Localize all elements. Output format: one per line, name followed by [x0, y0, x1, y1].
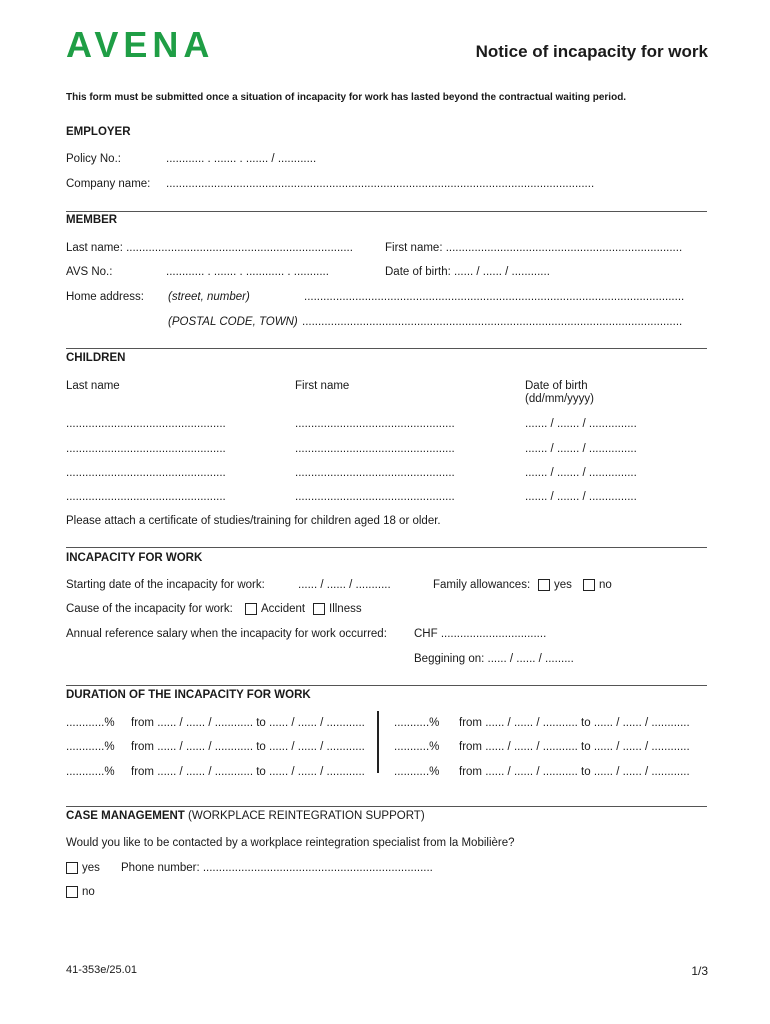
- section-divider: [66, 211, 707, 212]
- case-heading-bold: CASE MANAGEMENT: [66, 810, 185, 822]
- duration-percent-field[interactable]: ...........%: [394, 741, 440, 753]
- company-name-field[interactable]: ......................................................................................................................................: [166, 178, 595, 190]
- child-last-name-field[interactable]: ..................................................: [66, 443, 226, 455]
- child-dob-field[interactable]: ....... / ....... / ...............: [525, 491, 637, 503]
- salary-beginning-field[interactable]: Beggining on: ...... / ...... / .........: [414, 653, 574, 665]
- duration-range-field[interactable]: from ...... / ...... / ........... to ...... / ...... / ............: [459, 766, 690, 778]
- duration-range-field[interactable]: from ...... / ...... / ............ to ...... / ...... / ............: [131, 741, 365, 753]
- avs-label: AVS No.:: [66, 266, 113, 278]
- child-dob-field[interactable]: ....... / ....... / ...............: [525, 467, 637, 479]
- section-divider: [66, 348, 707, 349]
- cause-label: Cause of the incapacity for work:: [66, 603, 233, 615]
- policy-field[interactable]: ............ . ....... . ....... / ............: [166, 153, 317, 165]
- avena-logo: AVENA: [66, 24, 215, 65]
- page-number: 1/3: [691, 964, 708, 978]
- child-dob-field[interactable]: ....... / ....... / ...............: [525, 443, 637, 455]
- children-col-first-name: First name: [295, 380, 350, 392]
- case-no-label: no: [82, 886, 95, 898]
- salary-label: Annual reference salary when the incapacity for work occurred:: [66, 628, 387, 640]
- member-last-name-field[interactable]: Last name: .......................................................................: [66, 242, 353, 254]
- duration-column-divider: [377, 711, 379, 773]
- case-question: Would you like to be contacted by a workplace reintegration specialist from la Mobilière?: [66, 837, 515, 849]
- postal-town-field[interactable]: .......................................................................................................................: [302, 316, 683, 328]
- case-no-checkbox[interactable]: [66, 886, 78, 898]
- street-hint: (street, number): [168, 291, 250, 303]
- child-first-name-field[interactable]: ..................................................: [295, 467, 455, 479]
- child-first-name-field[interactable]: ..................................................: [295, 418, 455, 430]
- page-title: Notice of incapacity for work: [475, 42, 708, 61]
- family-allowances-no-label: no: [599, 579, 612, 591]
- case-heading-rest: (WORKPLACE REINTEGRATION SUPPORT): [184, 810, 425, 822]
- section-divider: [66, 547, 707, 548]
- family-allowances-yes-checkbox[interactable]: [538, 579, 550, 591]
- child-last-name-field[interactable]: ..................................................: [66, 418, 226, 430]
- duration-range-field[interactable]: from ...... / ...... / ............ to ...... / ...... / ............: [131, 717, 365, 729]
- duration-range-field[interactable]: from ...... / ...... / ............ to ...... / ...... / ............: [131, 766, 365, 778]
- cause-accident-label: Accident: [261, 603, 306, 615]
- child-last-name-field[interactable]: ..................................................: [66, 491, 226, 503]
- family-allowances-no-checkbox[interactable]: [583, 579, 595, 591]
- policy-label: Policy No.:: [66, 153, 121, 165]
- child-dob-field[interactable]: ....... / ....... / ...............: [525, 418, 637, 430]
- children-col-dob: Date of birth: [525, 380, 588, 392]
- section-heading-case-management: [66, 810, 425, 822]
- duration-range-field[interactable]: from ...... / ...... / ........... to ...... / ...... / ............: [459, 717, 690, 729]
- section-divider: [66, 806, 707, 807]
- home-address-label: Home address:: [66, 291, 144, 303]
- children-col-last-name: Last name: [66, 380, 120, 392]
- cause-illness-checkbox[interactable]: [313, 603, 325, 615]
- duration-percent-field[interactable]: ............%: [66, 717, 115, 729]
- cause-illness-label: Illness: [329, 603, 362, 615]
- form-code: 41-353e/25.01: [66, 964, 137, 976]
- case-yes-label: yes: [82, 862, 100, 874]
- phone-number-field[interactable]: Phone number: ........................................................................: [121, 862, 433, 874]
- postal-hint: (POSTAL CODE, TOWN): [168, 316, 298, 328]
- start-date-field[interactable]: ...... / ...... / ...........: [298, 579, 391, 591]
- duration-percent-field[interactable]: ...........%: [394, 766, 440, 778]
- section-heading-member: MEMBER: [66, 214, 118, 226]
- cause-accident-checkbox[interactable]: [245, 603, 257, 615]
- member-first-name-field[interactable]: First name: ..........................................................................: [385, 242, 683, 254]
- child-last-name-field[interactable]: ..................................................: [66, 467, 226, 479]
- case-yes-checkbox[interactable]: [66, 862, 78, 874]
- start-date-label: Starting date of the incapacity for work:: [66, 579, 265, 591]
- child-first-name-field[interactable]: ..................................................: [295, 491, 455, 503]
- salary-field[interactable]: CHF .................................: [414, 628, 547, 640]
- avs-field[interactable]: ............ . ....... . ............ . ...........: [166, 266, 329, 278]
- duration-percent-field[interactable]: ............%: [66, 766, 115, 778]
- duration-range-field[interactable]: from ...... / ...... / ........... to ...... / ...... / ............: [459, 741, 690, 753]
- children-certificate-note: Please attach a certificate of studies/training for children aged 18 or older.: [66, 515, 441, 527]
- intro-text: This form must be submitted once a situation of incapacity for work has lasted beyond the contractual waiting period.: [66, 92, 627, 103]
- date-of-birth-field[interactable]: Date of birth: ...... / ...... / ............: [385, 266, 550, 278]
- section-heading-duration: DURATION OF THE INCAPACITY FOR WORK: [66, 689, 311, 701]
- family-allowances-yes-label: yes: [554, 579, 572, 591]
- company-name-label: Company name:: [66, 178, 151, 190]
- duration-percent-field[interactable]: ...........%: [394, 717, 440, 729]
- child-first-name-field[interactable]: ..................................................: [295, 443, 455, 455]
- family-allowances-label: Family allowances:: [433, 579, 531, 591]
- section-heading-incapacity: INCAPACITY FOR WORK: [66, 552, 203, 564]
- section-heading-children: CHILDREN: [66, 352, 126, 364]
- children-col-dob-format: (dd/mm/yyyy): [525, 393, 594, 405]
- section-divider: [66, 685, 707, 686]
- duration-percent-field[interactable]: ............%: [66, 741, 115, 753]
- section-heading-employer: EMPLOYER: [66, 126, 131, 138]
- street-field[interactable]: .......................................................................................................................: [304, 291, 685, 303]
